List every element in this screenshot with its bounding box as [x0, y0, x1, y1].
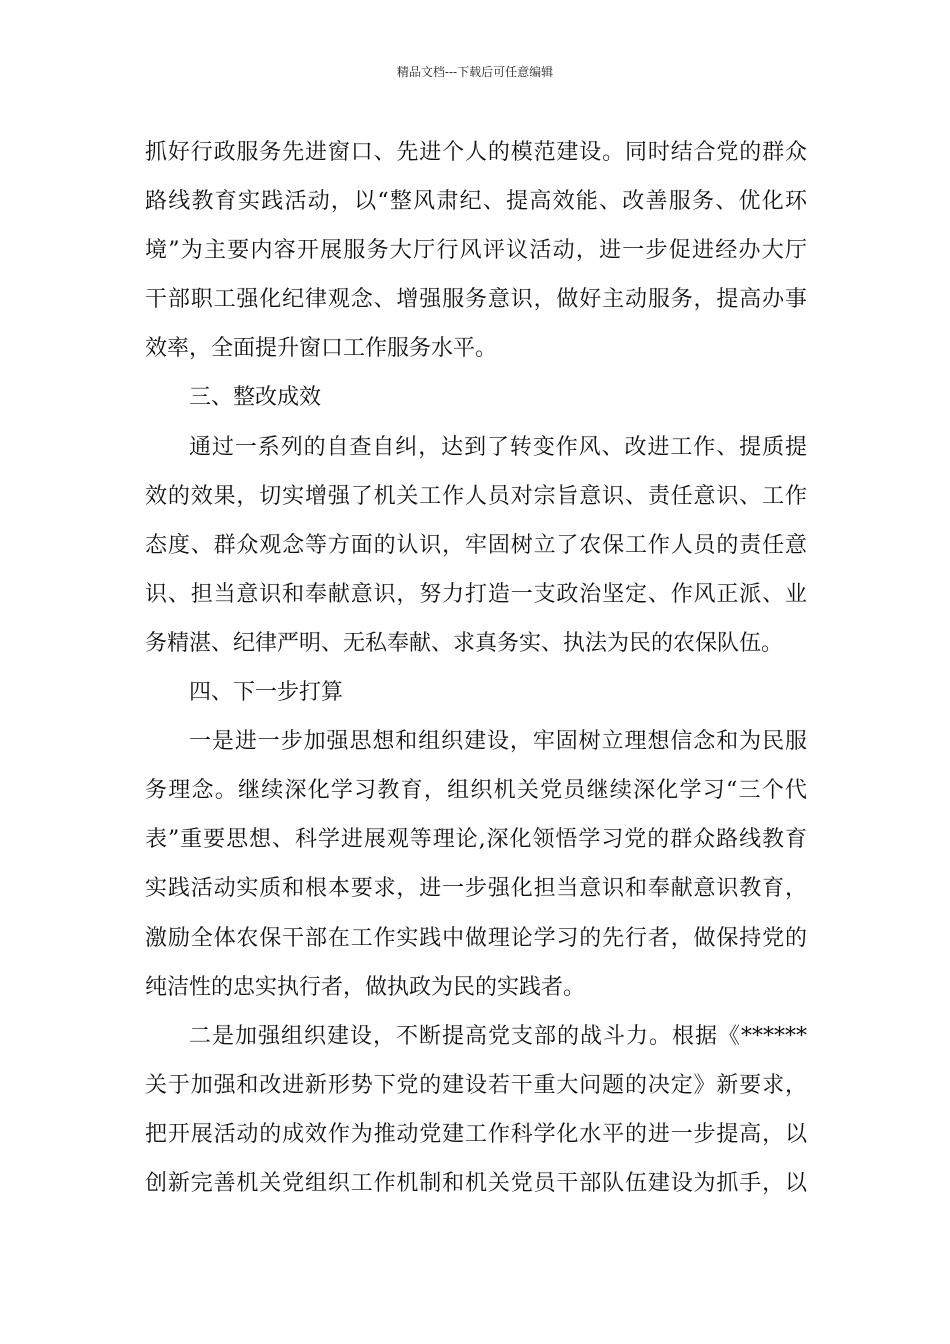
text-line: 创新完善机关党组织工作机制和机关党员干部队伍建设为抓手，以 [145, 1170, 807, 1196]
text-line: 实践活动实质和根本要求，进一步强化担当意识和奉献意识教育， [145, 876, 807, 902]
text-line: 抓好行政服务先进窗口、先进个人的模范建设。同时结合党的群众 [145, 140, 807, 165]
text-line: 务精湛、纪律严明、无私奉献、求真务实、执法为民的农保队伍。 [145, 630, 784, 656]
text-line: 路线教育实践活动，以“整风肃纪、提高效能、改善服务、优化环 [145, 189, 807, 215]
text-line: 激励全体农保干部在工作实践中做理论学习的先行者，做保持党的 [145, 925, 807, 951]
text-line: 通过一系列的自查自纠，达到了转变作风、改进工作、提质提 [189, 434, 807, 460]
text-line: 境”为主要内容开展服务大厅行风评议活动，进一步促进经办大厅 [145, 238, 807, 264]
text-line: 表”重要思想、科学进展观等理论,深化领悟学习党的群众路线教育 [145, 827, 807, 853]
text-line: 识、担当意识和奉献意识，努力打造一支政治坚定、作风正派、业 [145, 581, 807, 607]
text-line: 务理念。继续深化学习教育，组织机关党员继续深化学习“三个代 [145, 778, 807, 804]
text-line: 效率，全面提升窗口工作服务水平。 [145, 336, 498, 362]
document-body [145, 128, 807, 1208]
text-line: 效的效果，切实增强了机关工作人员对宗旨意识、责任意识、工作 [145, 483, 807, 509]
text-line: 态度、群众观念等方面的认识，牢固树立了农保工作人员的责任意 [145, 532, 807, 558]
text-line: 纯洁性的忠实执行者，做执政为民的实践者。 [145, 974, 586, 1000]
text-line: 把开展活动的成效作为推动党建工作科学化水平的进一步提高，以 [145, 1121, 807, 1147]
text-line: 二是加强组织建设，不断提高党支部的战斗力。根据《****** [189, 1023, 807, 1049]
section-heading: 三、整改成效 [189, 385, 322, 411]
text-line: 干部职工强化纪律观念、增强服务意识，做好主动服务，提高办事 [145, 287, 807, 313]
section-heading: 四、下一步打算 [189, 680, 344, 706]
page-header: 精品文档---下载后可任意编辑 [396, 65, 554, 79]
text-line: 关于加强和改进新形势下党的建设若干重大问题的决定》新要求， [145, 1072, 807, 1098]
text-line: 一是进一步加强思想和组织建设，牢固树立理想信念和为民服 [189, 729, 807, 755]
